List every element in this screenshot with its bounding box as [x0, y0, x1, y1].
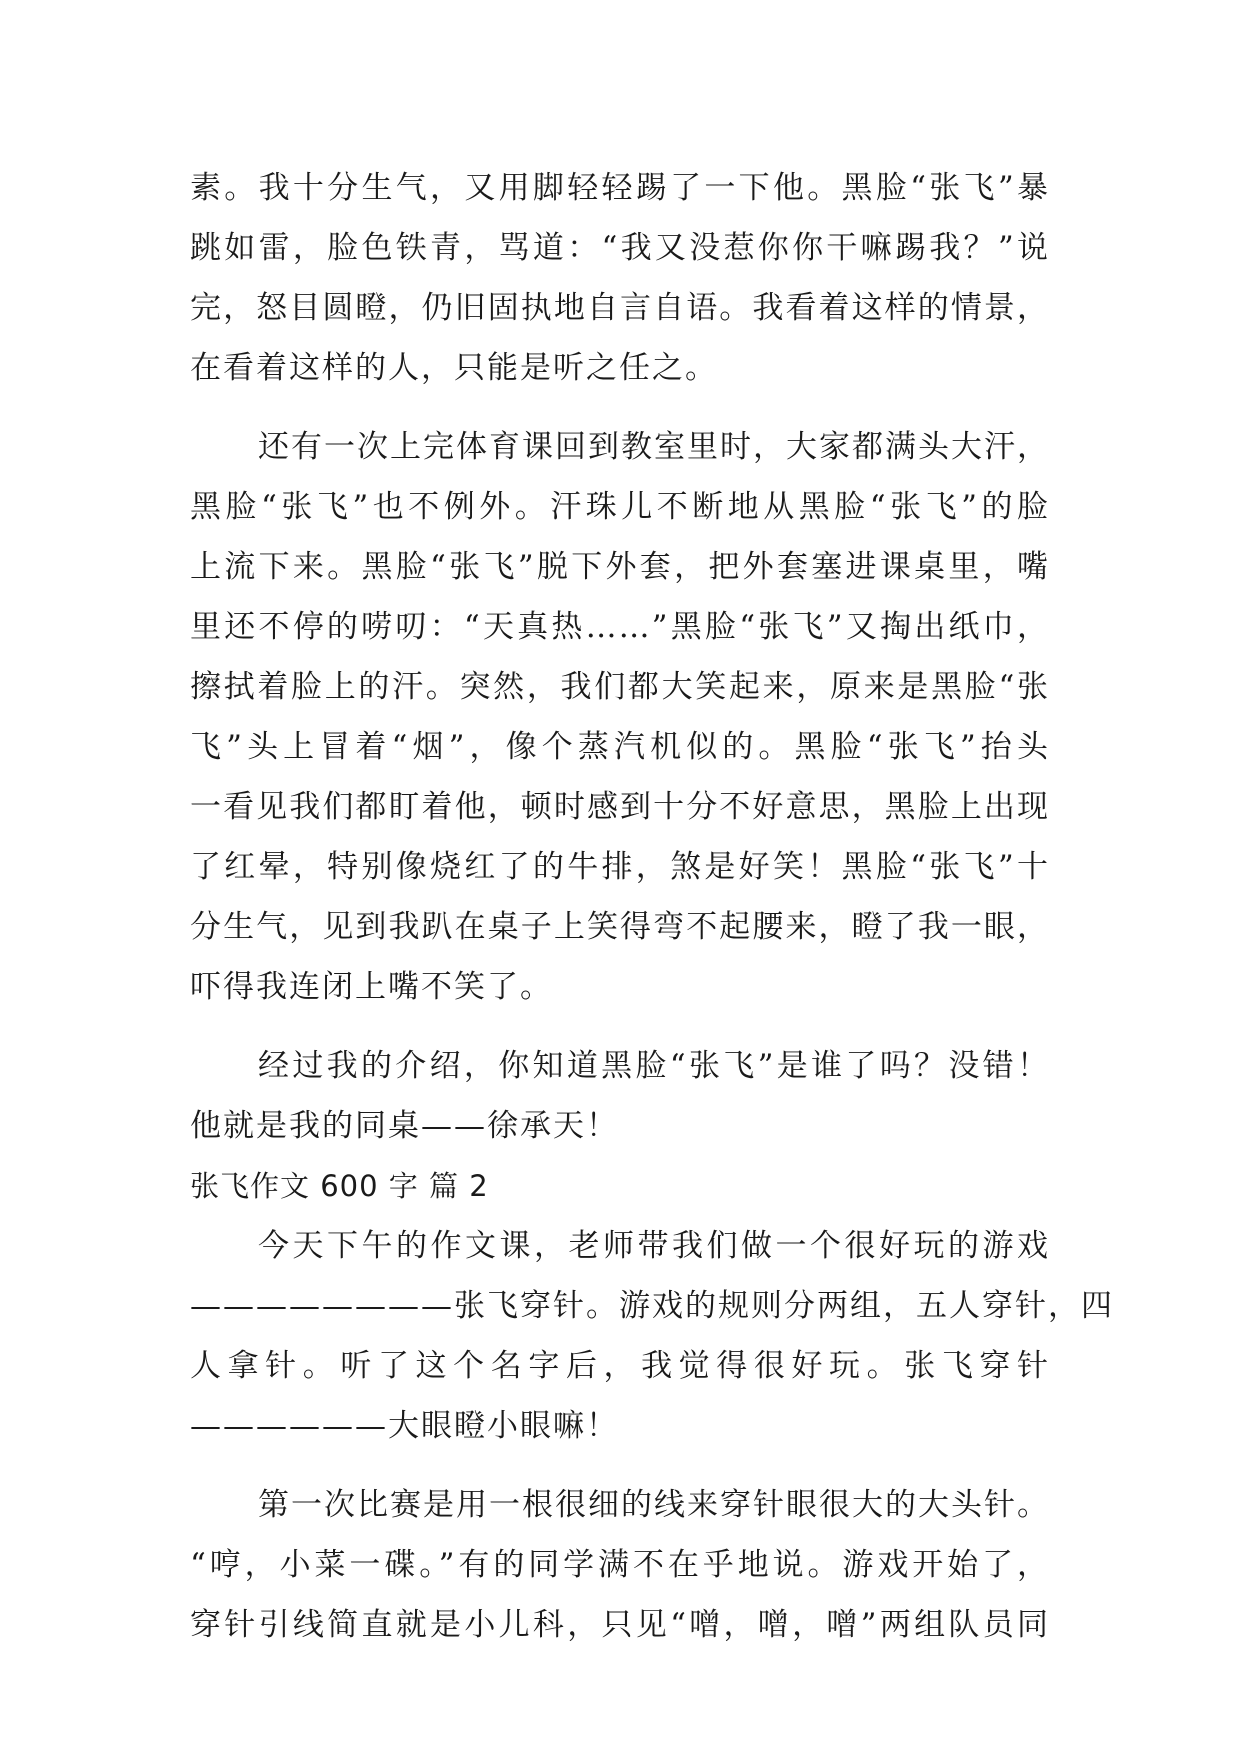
- paragraph-first-line: 经过我的介绍，你知道黑脸“张飞”是谁了吗？没错！: [258, 1048, 1050, 1084]
- text-line: 跳如雷，脸色铁青，骂道：“我又没惹你你干嘛踢我？”说: [190, 230, 1050, 266]
- text-line: 人拿针。听了这个名字后，我觉得很好玩。张飞穿针: [190, 1348, 1050, 1384]
- text-line: 在看着这样的人，只能是听之任之。: [190, 350, 718, 386]
- text-line: 分生气，见到我趴在桌子上笑得弯不起腰来，瞪了我一眼，: [190, 909, 1050, 945]
- document-page: [190, 158, 1114, 1655]
- paragraph-first-line: 第一次比赛是用一根很细的线来穿针眼很大的大头针。: [258, 1487, 1050, 1523]
- section-heading: 张飞作文 600 字 篇 2: [190, 1169, 489, 1203]
- text-line: 飞”头上冒着“烟”，像个蒸汽机似的。黑脸“张飞”抬头: [190, 729, 1050, 765]
- text-line: 里还不停的唠叨：“天真热……”黑脸“张飞”又掏出纸巾，: [190, 609, 1050, 645]
- text-line: ——————大眼瞪小眼嘛！: [190, 1408, 619, 1444]
- text-line: 他就是我的同桌——徐承天！: [190, 1108, 619, 1144]
- text-line: 一看见我们都盯着他，顿时感到十分不好意思，黑脸上出现: [190, 789, 1050, 825]
- text-line: 上流下来。黑脸“张飞”脱下外套，把外套塞进课桌里，嘴: [190, 549, 1050, 585]
- text-line: 黑脸“张飞”也不例外。汗珠儿不断地从黑脸“张飞”的脸: [190, 489, 1050, 525]
- text-line: 素。我十分生气，又用脚轻轻踢了一下他。黑脸“张飞”暴: [190, 170, 1050, 206]
- text-line: 擦拭着脸上的汗。突然，我们都大笑起来，原来是黑脸“张: [190, 669, 1050, 705]
- text-line: 完，怒目圆瞪，仍旧固执地自言自语。我看着这样的情景，: [190, 290, 1050, 326]
- paragraph-first-line: 今天下午的作文课，老师带我们做一个很好玩的游戏: [258, 1228, 1050, 1264]
- text-line: ————————张飞穿针。游戏的规则分两组，五人穿针，四: [190, 1288, 1114, 1324]
- paragraph-first-line: 还有一次上完体育课回到教室里时，大家都满头大汗，: [258, 429, 1050, 465]
- text-line: 了红晕，特别像烧红了的牛排，煞是好笑！黑脸“张飞”十: [190, 849, 1050, 885]
- text-line: 吓得我连闭上嘴不笑了。: [190, 969, 553, 1005]
- text-line: “哼，小菜一碟。”有的同学满不在乎地说。游戏开始了，: [190, 1547, 1050, 1583]
- text-line: 穿针引线简直就是小儿科，只见“噌，噌，噌”两组队员同: [190, 1607, 1050, 1643]
